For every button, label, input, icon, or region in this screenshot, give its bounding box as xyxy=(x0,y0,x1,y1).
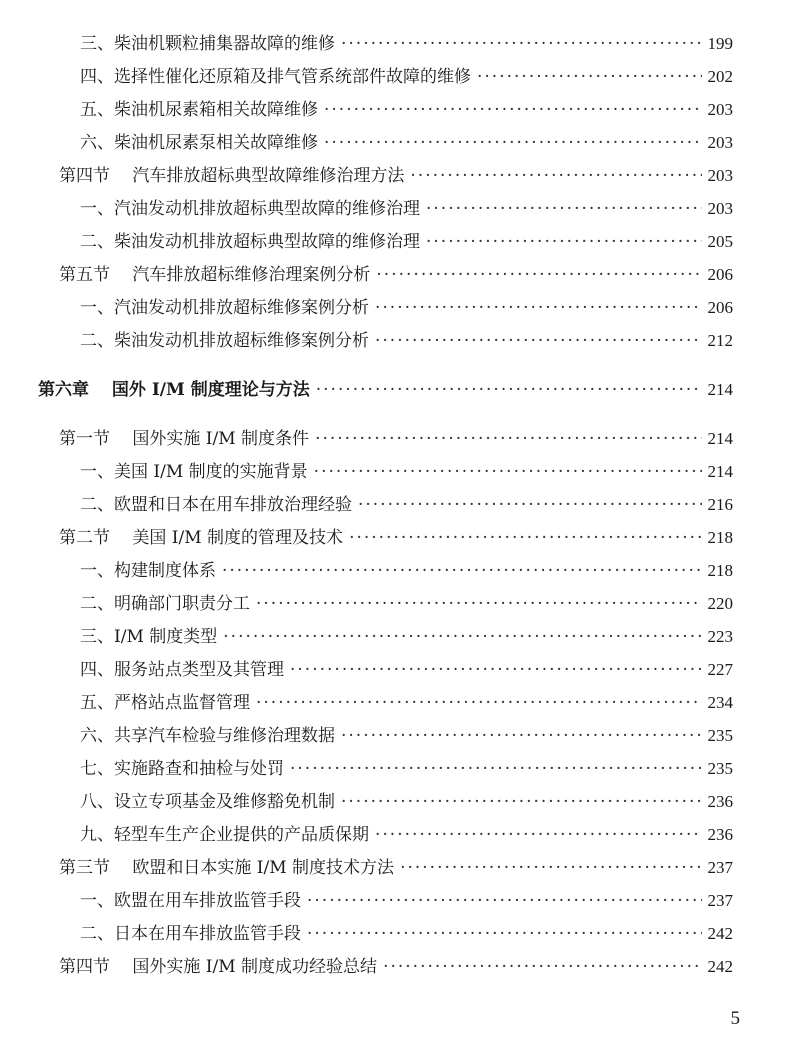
toc-entry-label: 二、日本在用车排放监管手段 xyxy=(80,924,301,944)
toc-entry xyxy=(80,326,733,356)
toc-entry-label: 第二节 美国 I/M 制度的管理及技术 xyxy=(59,528,344,548)
toc-entry-page: 203 xyxy=(707,100,733,119)
toc-entry-label: 二、欧盟和日本在用车排放治理经验 xyxy=(80,495,352,515)
toc-entry xyxy=(80,556,733,586)
toc-entry-page: 235 xyxy=(707,726,733,745)
toc-section-entry xyxy=(59,523,733,553)
toc-entry xyxy=(80,919,733,949)
dot-leader xyxy=(307,886,702,916)
toc-entry xyxy=(80,886,733,916)
dot-leader xyxy=(256,688,702,718)
toc-entry-label: 二、柴油发动机排放超标典型故障的维修治理 xyxy=(80,232,420,252)
dot-leader xyxy=(223,622,701,652)
toc-entry-page: 218 xyxy=(707,528,733,547)
toc-entry-label: 三、I/M 制度类型 xyxy=(80,627,218,647)
toc-entry xyxy=(80,787,733,817)
toc-entry-page: 202 xyxy=(707,67,733,86)
toc-entry-label: 六、柴油机尿素泵相关故障维修 xyxy=(80,133,318,153)
toc-entry-page: 242 xyxy=(707,924,733,943)
toc-entry-page: 234 xyxy=(707,693,733,712)
toc-entry-page: 214 xyxy=(707,462,733,481)
toc-entry-page: 214 xyxy=(707,429,733,448)
toc-entry-label: 第五节 汽车排放超标维修治理案例分析 xyxy=(59,265,371,285)
toc-entry-page: 235 xyxy=(707,759,733,778)
toc-entry xyxy=(80,688,733,718)
dot-leader xyxy=(314,457,702,487)
dot-leader xyxy=(315,424,701,454)
toc-entry-page: 220 xyxy=(707,594,733,613)
toc-entry-label: 一、欧盟在用车排放监管手段 xyxy=(80,891,301,911)
dot-leader xyxy=(400,853,701,883)
dot-leader xyxy=(375,293,702,323)
toc-entry xyxy=(80,95,733,125)
toc-entry-page: 218 xyxy=(707,561,733,580)
toc-entry-label: 二、明确部门职责分工 xyxy=(80,594,250,614)
toc-entry xyxy=(80,194,733,224)
dot-leader xyxy=(426,194,702,224)
toc-section-entry xyxy=(59,161,733,191)
toc-entry xyxy=(80,62,733,92)
toc-entry-label: 九、轻型车生产企业提供的产品质保期 xyxy=(80,825,369,845)
toc-entry xyxy=(80,457,733,487)
toc-entry-page: 205 xyxy=(707,232,733,251)
toc-entry-label: 第三节 欧盟和日本实施 I/M 制度技术方法 xyxy=(59,858,395,878)
toc-entry-label: 三、柴油机颗粒捕集器故障的维修 xyxy=(80,34,335,54)
toc-entry-label: 四、服务站点类型及其管理 xyxy=(80,660,284,680)
toc-entry-page: 212 xyxy=(707,331,733,350)
toc-entry xyxy=(80,227,733,257)
dot-leader xyxy=(383,952,701,982)
toc-entry-page: 206 xyxy=(707,298,733,317)
toc-entry-page: 216 xyxy=(707,495,733,514)
dot-leader xyxy=(316,375,702,405)
toc-entry xyxy=(80,655,733,685)
toc-entry-page: 199 xyxy=(707,34,733,53)
dot-leader xyxy=(477,62,702,92)
toc-entry-label: 五、柴油机尿素箱相关故障维修 xyxy=(80,100,318,120)
toc-entry-page: 203 xyxy=(707,166,733,185)
toc-entry-label: 一、汽油发动机排放超标典型故障的维修治理 xyxy=(80,199,420,219)
dot-leader xyxy=(358,490,702,520)
toc-entry-label: 第四节 汽车排放超标典型故障维修治理方法 xyxy=(59,166,405,186)
dot-leader xyxy=(426,227,702,257)
toc-entry xyxy=(80,589,733,619)
toc-entry-label: 第四节 国外实施 I/M 制度成功经验总结 xyxy=(59,957,378,977)
toc-section-entry xyxy=(59,260,733,290)
toc-entry-page: 237 xyxy=(707,858,733,877)
dot-leader xyxy=(376,260,701,290)
toc-entry-page: 236 xyxy=(707,825,733,844)
dot-leader xyxy=(256,589,702,619)
toc-entry-page: 237 xyxy=(707,891,733,910)
dot-leader xyxy=(375,820,702,850)
toc-entry-page: 223 xyxy=(707,627,733,646)
dot-leader xyxy=(410,161,701,191)
toc-chapter-entry xyxy=(38,375,733,405)
toc-entry-label: 第六章 国外 I/M 制度理论与方法 xyxy=(38,380,310,400)
toc-section-entry xyxy=(59,952,733,982)
dot-leader xyxy=(290,655,702,685)
toc-entry-label: 七、实施路查和抽检与处罚 xyxy=(80,759,284,779)
toc-entry xyxy=(80,490,733,520)
toc-entry xyxy=(80,128,733,158)
toc-entry-label: 一、构建制度体系 xyxy=(80,561,216,581)
toc-entry-label: 第一节 国外实施 I/M 制度条件 xyxy=(59,429,310,449)
toc-entry xyxy=(80,721,733,751)
dot-leader xyxy=(324,95,702,125)
toc-entry xyxy=(80,29,733,59)
dot-leader xyxy=(341,29,702,59)
toc-entry-page: 227 xyxy=(707,660,733,679)
toc-entry-label: 六、共享汽车检验与维修治理数据 xyxy=(80,726,335,746)
toc-entry-page: 203 xyxy=(707,133,733,152)
dot-leader xyxy=(307,919,702,949)
toc-entry xyxy=(80,820,733,850)
toc-entry-page: 242 xyxy=(707,957,733,976)
toc-entry-label: 一、美国 I/M 制度的实施背景 xyxy=(80,462,308,482)
toc-section-entry xyxy=(59,424,733,454)
page-number: 5 xyxy=(730,1008,740,1029)
dot-leader xyxy=(222,556,702,586)
toc-entry-label: 八、设立专项基金及维修豁免机制 xyxy=(80,792,335,812)
dot-leader xyxy=(341,787,702,817)
toc-entry xyxy=(80,622,733,652)
dot-leader xyxy=(290,754,702,784)
toc-entry-page: 214 xyxy=(707,380,733,399)
toc-entry xyxy=(80,754,733,784)
toc-entry-label: 二、柴油发动机排放超标维修案例分析 xyxy=(80,331,369,351)
toc-entry xyxy=(80,293,733,323)
dot-leader xyxy=(375,326,702,356)
toc-entry-page: 206 xyxy=(707,265,733,284)
dot-leader xyxy=(341,721,702,751)
dot-leader xyxy=(349,523,701,553)
toc-entry-page: 203 xyxy=(707,199,733,218)
toc-section-entry xyxy=(59,853,733,883)
toc-entry-page: 236 xyxy=(707,792,733,811)
toc-entry-label: 五、严格站点监督管理 xyxy=(80,693,250,713)
toc-entry-label: 四、选择性催化还原箱及排气管系统部件故障的维修 xyxy=(80,67,471,87)
dot-leader xyxy=(324,128,702,158)
toc-entry-label: 一、汽油发动机排放超标维修案例分析 xyxy=(80,298,369,318)
